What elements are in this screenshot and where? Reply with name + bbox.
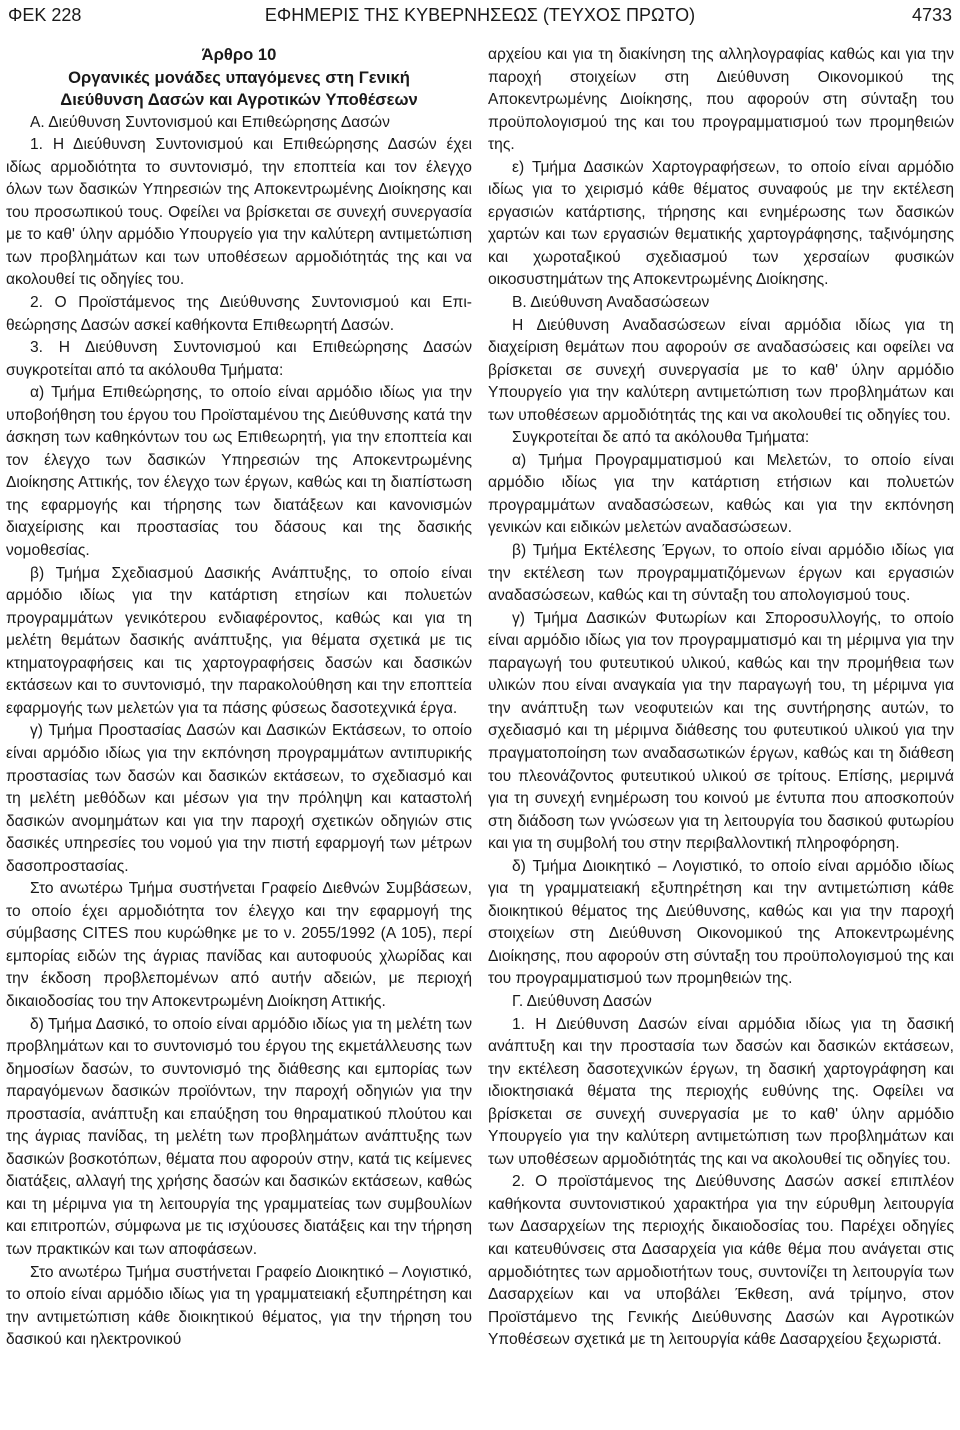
- paragraph: Η Διεύθυνση Αναδασώσεων είναι αρμόδια ιδίως για τη διαχείριση θεμάτων που αφορούν σε αναδασώσεις και οφείλει να βρίσκεται σε συνεχή συνεργασία με το καθ' ύλην αρμόδιο Υπουργείο για την καλύτερη αντιμετώπιση των προβλημάτων και των υποθέσεων αρμοδιότητάς της και να ακολουθεί τις οδηγίες του.: [488, 316, 954, 424]
- paragraph: 2. Ο Προϊστάμενος της Διεύθυνσης Συντονισμού και Επιθεώρησης Δασών ασκεί καθήκοντα Επιθεωρητή Δασών.: [6, 294, 472, 334]
- paragraph: β) Τμήμα Εκτέλεσης Έργων, το οποίο είναι αρμόδιο ιδίως για την εκτέλεση των προγραμματιζόμενων έργων και εργασιών αναδασώσεων, καθώς και τη σύνταξη του απολογισμού τους.: [488, 542, 954, 605]
- paragraph: 3. Η Διεύθυνση Συντονισμού και Επιθεώρησης Δασών συγκροτείται από τα ακόλουθα Τμήματα:: [6, 339, 472, 379]
- section-heading-b: Β. Διεύθυνση Αναδασώσεων: [512, 294, 710, 312]
- paragraph: 1. Η Διεύθυνση Συντονισμού και Επιθεώρησης Δασών έχει ιδίως αρμοδιότητα το συντονισμό, την εποπτεία και τον έλεγχο όλων των δασικών Υπηρεσιών της Αποκεντρωμένης Διοίκησης και του προσωπικού τους. Οφείλει να βρίσκεται σε συνεχή συνεργασία με το καθ' ύλην αρμόδιο Υπουργείο για την καλύτερη αντιμετώπιση των προβλημάτων και των υποθέσεων αρμοδιότητάς της και να ακολουθεί τις οδηγίες του.: [6, 136, 472, 289]
- paragraph: γ) Τμήμα Δασικών Φυτωρίων και Σποροσυλλογής, το οποίο είναι αρμόδιο ιδίως για τον προγραμματισμό και τη μέριμνα για την παραγωγή του φυτευτικού υλικού, καθώς και την προμήθεια των υλικών που είναι αναγκαία για την παραγωγή του, τη μέριμνα για την ανάπτυξη των νεοφυτειών και της συντήρησης αυτών, το σχεδιασμό και τη μέριμνα διάθεσης του φυτευτικού υλικού για την πραγματοποίηση των αναδασωτικών έργων, καθώς και τη διάθεση του πλεονάζοντος φυτευτικού υλικού σε τρίτους. Επίσης, μεριμνά για τη συνεχή ενημέρωση του κοινού με έντυπα που αποσκοπούν στη διάδοση των γνώσεων για τη λειτουργία του δασικού φυτωρίου και για τη συμβολή του στην περιβαλλοντική πληροφόρηση.: [488, 609, 954, 853]
- paragraph: 2. Ο προϊστάμενος της Διεύθυνσης Δασών ασκεί επιπλέον καθήκοντα συντονιστικού χαρακτήρα για την εύρυθμη λειτουργία των Δασαρχείων της περιοχής δικαιοδοσίας του. Παρέχει οδηγίες και κατευθύνσεις στα Δασαρχεία για κάθε θέμα που ανάγεται στις αρμοδιότητες των αρμοδιοτήτων τους, συντονίζει τη λειτουργία των Δασαρχείων και να υποβάλει Έκθεση, ανά τρίμηνο, στον Προϊστάμενο της Γενικής Διεύθυνσης Δασών και Αγροτικών Υποθέσεων σχετικά με τη λειτουργία κάθε Δασαρχείου ξεχωριστά.: [488, 1173, 954, 1349]
- paragraph: δ) Τμήμα Διοικητικό – Λογιστικό, το οποίο είναι αρμόδιο ιδίως για τη γραμματειακή εξυπηρέτηση και την αντιμετώπιση κάθε διοικητικού θέματος της Διεύθυνσης, καθώς και για την παροχή στοιχείων στη Διεύθυνση Οικονομικού της Αποκεντρωμένης Διοίκησης, που αφορούν στη σύνταξη του προϋπολογισμού της και του προγραμματισμού των προμηθειών της.: [488, 857, 954, 988]
- article-title: Άρθρο 10: [201, 45, 277, 64]
- paragraph: Συγκροτείται δε από τα ακόλουθα Τμήματα:: [512, 429, 810, 447]
- paragraph: 1. Η Διεύθυνση Δασών είναι αρμόδια ιδίως για τη δασική ανάπτυξη και την προστασία των δασών και δασικών εκτάσεων, την εκτέλεση δασοτεχνικών έργων, τη δασική χαρτογράφηση και ιδιοκτησιακά θέματα της περιοχής ευθύνης της. Οφείλει να βρίσκεται σε συνεχή συνεργασία με το καθ' ύλην αρμόδιο Υπουργείο για την καλύτερη αντιμετώπιση των προβλημάτων και των υποθέσεων αρμοδιότητάς της και να ακολουθεί τις οδηγίες του.: [488, 1015, 954, 1168]
- paragraph: ε) Τμήμα Δασικών Χαρτογραφήσεων, το οποίο είναι αρμόδιο ιδίως για το χειρισμό κάθε θέματος συναφούς με την εκτέλεση εργασιών κατάρτισης, τήρησης και ενημέρωσης των δασικών χαρτών και των εργασιών θεματικής χαρτογράφησης, ταξινόμησης και χωροταξικού σχεδιασμού των χερσαίων φυσικών οικοσυστημάτων της Αποκεντρωμένης Διοίκησης.: [488, 158, 954, 289]
- paragraph: αρχείου και για τη διακίνηση της αλληλογραφίας καθώς και για την παροχή στοιχείων στη Διεύθυνση Οικονομικού της Αποκεντρωμένης Διοίκησης, που αφορούν στη σύνταξη του προϋπολογισμού της και του προγραμματισμού των προμηθειών της.: [488, 46, 954, 154]
- gazette-title: ΕΦΗΜΕΡΙΣ ΤΗΣ ΚΥΒΕΡΝΗΣΕΩΣ (ΤΕΥΧΟΣ ΠΡΩΤΟ): [264, 5, 696, 25]
- right-column: [488, 44, 954, 1352]
- paragraph: δ) Τμήμα Δασικό, το οποίο είναι αρμόδιο ιδίως για τη μελέτη των προβλημάτων και το συντονισμό του έργου της εκμετάλλευσης των δημοσίων δασών, το συντονισμό της διάθεσης και εμπορίας των παραγόμενων δασικών προϊόντων, την παροχή οδηγιών για την προστασία, ανάπτυξη και επαύξηση του θηραματικού πλούτου και της άγριας πανίδας, τη μελέτη των προβλημάτων ανάπτυξης των δασικών βοσκοτόπων, θέματα που αφορούν στην, κατά τις κείμενες διατάξεις, αλλαγή της χρήσης δασών και δασικών εκτάσεων, καθώς και τη μέριμνα για τη λειτουργία της γραμματείας των συμβουλίων και επιτροπών, σύμφωνα με τις ισχύουσες διατάξεις και την τήρηση των πρακτικών και των αποφάσεων.: [6, 1015, 472, 1258]
- paragraph: Στο ανωτέρω Τμήμα συστήνεται Γραφείο Διοικητικό – Λογιστικό, το οποίο είναι αρμόδιο ιδίως για τη γραμματειακή εξυπηρέτηση και την αντιμετώπιση κάθε διοικητικού θέματος, για την τήρηση του δασικού και ηλεκτρονικού: [6, 1263, 472, 1349]
- paragraph: β) Τμήμα Σχεδιασμού Δασικής Ανάπτυξης, το οποίο είναι αρμόδιο ιδίως για την κατάρτιση ετησίων και πολυετών προγραμμάτων γενικότερου ενδιαφέροντος, καθώς και για τη μελέτη θεμάτων δασικής ανάπτυξης, για θέματα σχετικά με τις κτηματογραφήσεις και τις χαρτογραφήσεις δασών και δασικών εκτάσεων και το συντονισμό, την παρακολούθηση και την εποπτεία εφαρμογής των μελετών για τα πάσης φύσεως δασοτεχνικά έργα.: [6, 564, 472, 717]
- paragraph: Στο ανωτέρω Τμήμα συστήνεται Γραφείο Διεθνών Συμβάσεων, το οποίο έχει αρμοδιότητα τον έλεγχο και την εφαρμογή της σύμβασης CITES που κυρώθηκε με το ν. 2055/1992 (Α 105), περί εμπορίας ειδών της άγριας πανίδας και αυτοφυούς χλωρίδας και την έκδοση προβλεπομένων από αυτήν αδειών, με περιοχή δικαιοδοσίας του την Αποκεντρωμένη Διοίκηση Αττικής.: [6, 880, 472, 1010]
- paragraph: α) Τμήμα Προγραμματισμού και Μελετών, το οποίο είναι αρμόδιο ιδίως για την κατάρτιση ετήσιων και πολυετών προγραμμάτων αναδασώσεων, καθώς και για την εκπόνηση γενικών και ειδικών μελετών αναδασώσεων.: [488, 451, 954, 537]
- gazette-issue: ΦΕΚ 228: [8, 5, 82, 25]
- page-header: [8, 2, 952, 32]
- page-number: 4733: [911, 5, 952, 25]
- article-subtitle: Οργανικές μονάδες υπαγόμενες στη Γενική Διεύθυνση Δασών και Αγροτικών Υποθέσεων: [60, 67, 418, 110]
- section-heading-c: Γ. Διεύθυνση Δασών: [512, 992, 652, 1010]
- paragraph: α) Τμήμα Επιθεώρησης, το οποίο είναι αρμόδιο ιδίως για την υποβοήθηση του έργου του Προϊσταμένου της Διεύθυνσης κατά την άσκηση των καθηκόντων του ως Επιθεωρητή, για την εποπτεία και τον έλεγχο των δασικών Υπηρεσιών της Αποκεντρωμένης Διοίκησης Αττικής, τον έλεγχο των έργων, καθώς και τη διαπίστωση της εφαρμογής και τήρησης των διατάξεων και κανονισμών διαχείρισης και προστασίας του δάσους και της δασικής νομοθεσίας.: [6, 384, 472, 560]
- paragraph: γ) Τμήμα Προστασίας Δασών και Δασικών Εκτάσεων, το οποίο είναι αρμόδιο ιδίως για την εκπόνηση προγραμμάτων αντιπυρικής προστασίας των δασών και δασικών εκτάσεων, το σχεδιασμό και τη μελέτη μεθόδων και μέσων για την πρόληψη και καταστολή δασικών ανομημάτων και για την παροχή σχετικών οδηγιών στις δασικές υπηρεσίες του νομού για την πιστή εφαρμογή των μέτρων δασοπροστασίας.: [6, 722, 472, 875]
- left-column: [6, 44, 472, 1352]
- section-heading-a: Α. Διεύθυνση Συντονισμού και Επιθεώρησης Δασών: [30, 113, 390, 131]
